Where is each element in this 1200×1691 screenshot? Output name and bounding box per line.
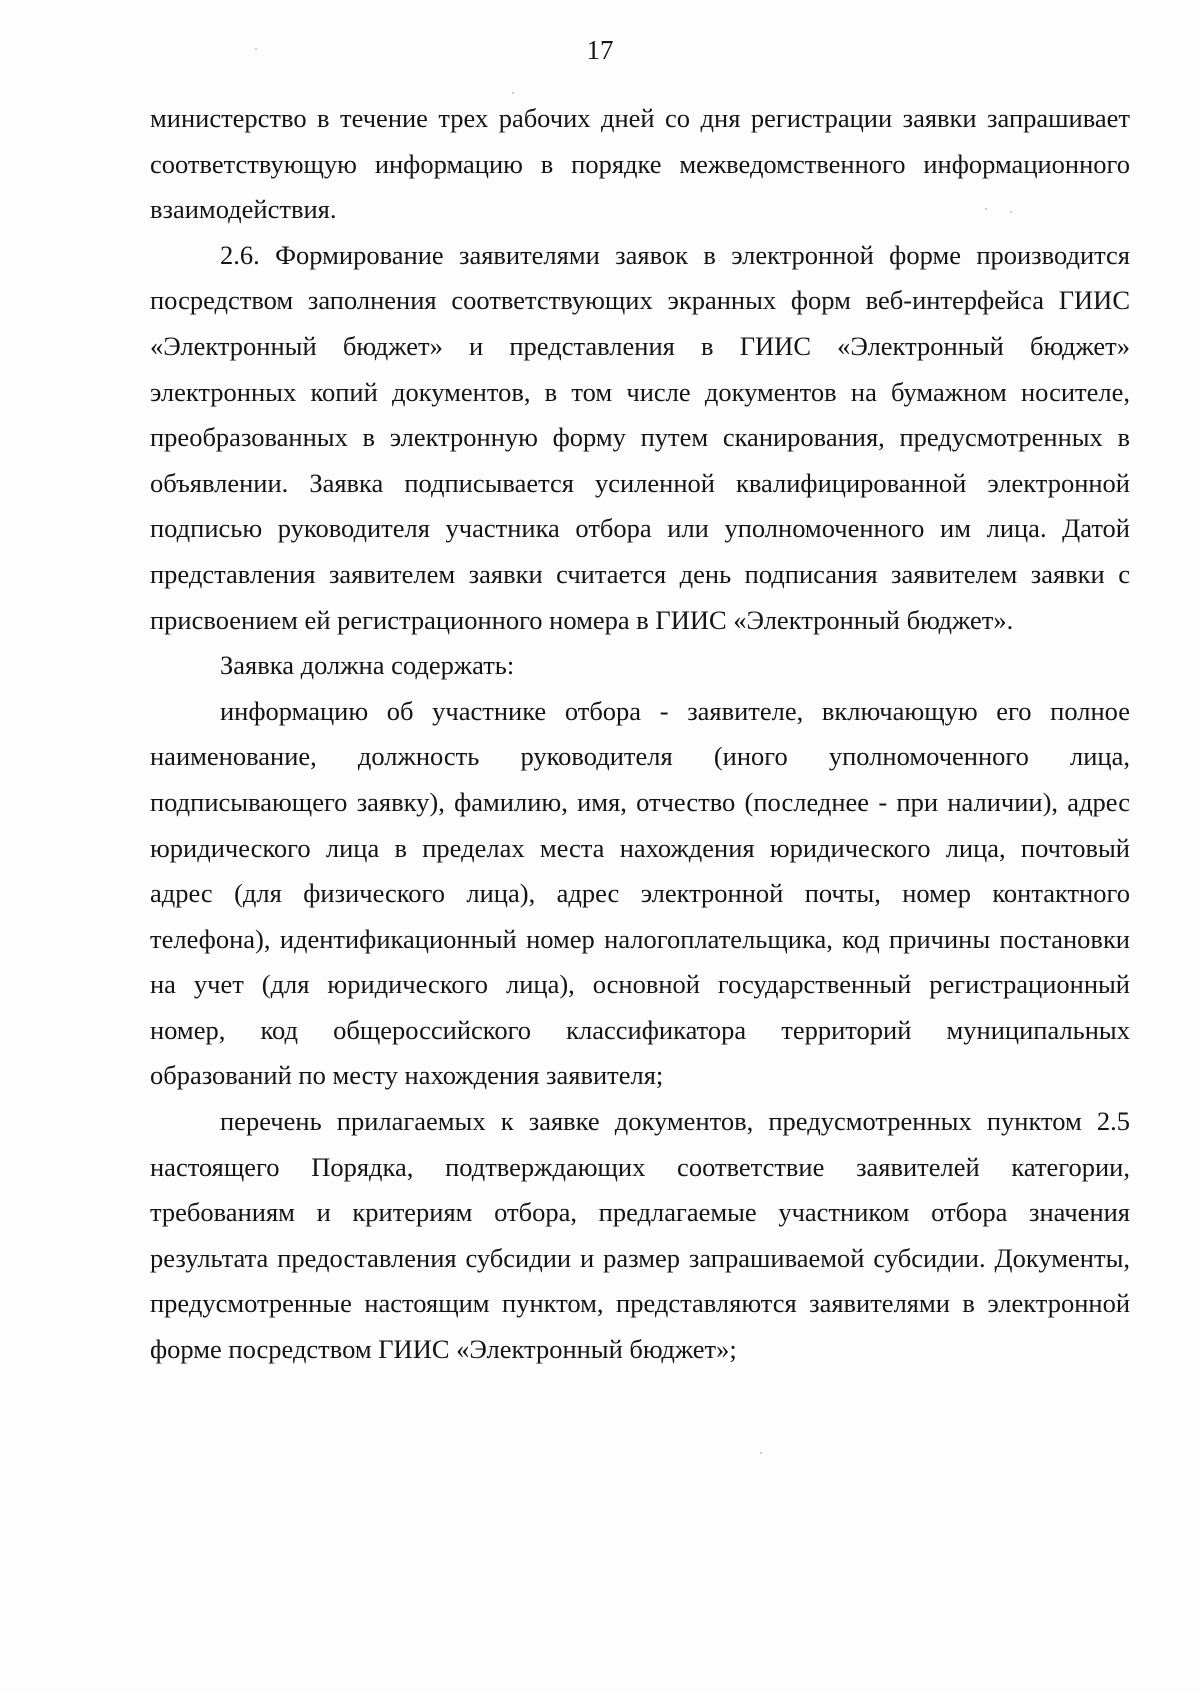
paragraph-clause-2-6: 2.6. Формирование заявителями заявок в электронной форме производится посредством заполнения соответствующих экранных форм веб-интерфейса ГИИС «Электронный бюджет» и представления в ГИИС «Электронный бюджет» электронных копий документов, в том числе документов на бумажном носителе, преобразованных в электронную форму путем сканирования, предусмотренных в объявлении. Заявка подписывается усиленной квалифицированной электронной подписью руководителя участника отбора или уполномоченного им лица. Датой представления заявителем заявки считается день подписания заявителем заявки с присвоением ей регистрационного номера в ГИИС «Электронный бюджет». — [150, 239, 1130, 635]
scan-speck — [512, 92, 514, 94]
paragraph-application-contents-intro: Заявка должна содержать: — [220, 650, 515, 681]
page-number: 17 — [586, 35, 614, 65]
scan-speck — [255, 48, 257, 50]
paragraph-documents-list: перечень прилагаемых к заявке документов, предусмотренных пунктом 2.5 настоящего Порядка, подтверждающих соответствие заявителей категории, требованиям и критериям отбора, предлагаемые участником отбора значения результата предоставления субсидии и размер запрашиваемой субсидии. Документы, предусмотренные настоящим пунктом, представляются заявителями в электронной форме посредством ГИИС «Электронный бюджет»; — [150, 1106, 1130, 1365]
scan-speck — [760, 1452, 762, 1454]
scan-speck — [1010, 211, 1012, 213]
scan-speck — [985, 208, 987, 210]
paragraph-participant-info: информацию об участнике отбора - заявителе, включающую его полное наименование, должность руководителя (иного уполномоченного лица, подписывающего заявку), фамилию, имя, отчество (последнее - при наличии), адрес юридического лица в пределах места нахождения юридического лица, почтовый адрес (для физического лица), адрес электронной почты, номер контактного телефона), идентификационный номер налогоплательщика, код причины постановки на учет (для юридического лица), основной государственный регистрационный номер, код общероссийского классификатора территорий муниципальных образований по месту нахождения заявителя; — [150, 695, 1130, 1091]
document-body — [150, 96, 1130, 1373]
paragraph-continuation: министерство в течение трех рабочих дней со дня регистрации заявки запрашивает соответствующую информацию в порядке межведомственного информационного взаимодействия. — [150, 103, 1130, 225]
